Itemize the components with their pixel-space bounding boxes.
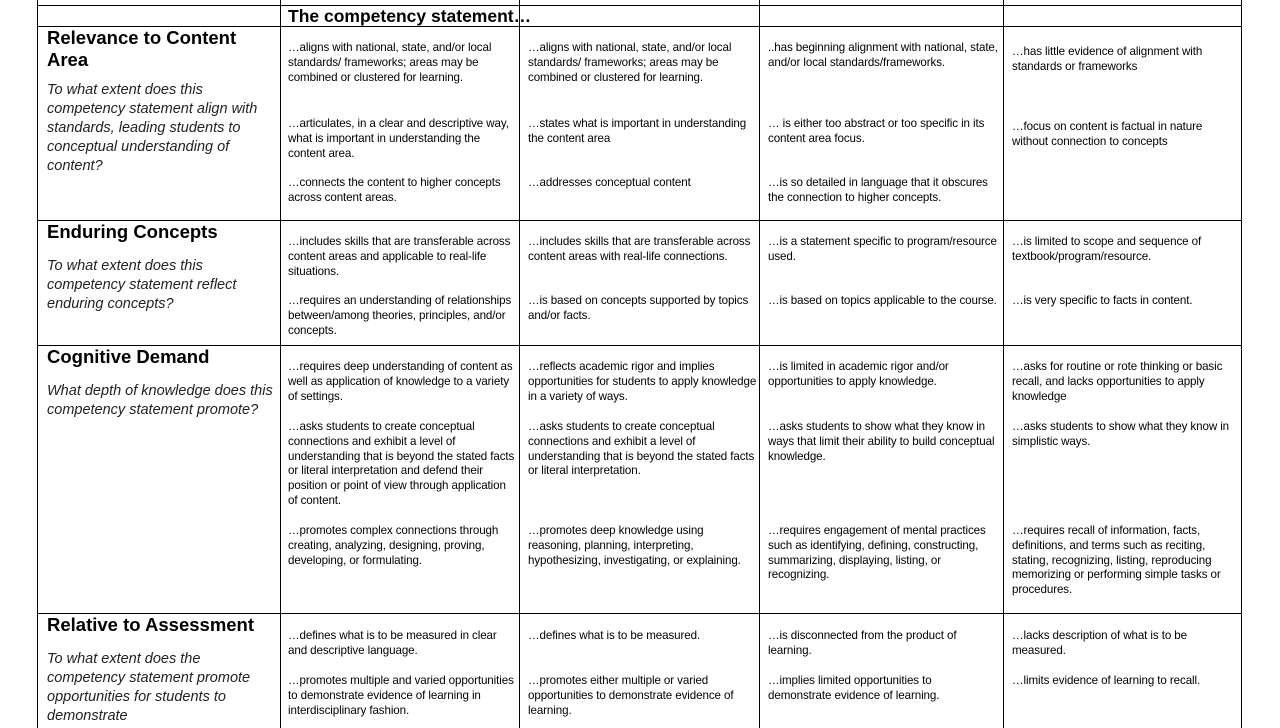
rubric-cell: …promotes deep knowledge using reasoning, planning, interpreting, hypothesizing, investigating, or explaining.: [528, 524, 741, 567]
row-question: What depth of knowledge does this competency statement promote?: [47, 383, 273, 418]
rubric-cell: … is either too abstract or too specific in its content area focus.: [768, 117, 985, 145]
rubric-cell: …promotes multiple and varied opportunities to demonstrate evidence of learning in interdisciplinary fashion.: [288, 674, 514, 717]
row-label-enduring: [47, 221, 275, 314]
row-divider: [37, 5, 1242, 6]
row-label-cognitive: [47, 346, 275, 420]
rubric-cell: …requires engagement of mental practices such as identifying, defining, constructing, summarizing, displaying, listing, or recognizing.: [768, 524, 986, 582]
rubric-cell: …is based on topics applicable to the course.: [768, 294, 997, 307]
rubric-cell: …states what is important in understanding the content area: [528, 117, 747, 145]
rubric-cell: …is limited in academic rigor and/or opportunities to apply knowledge.: [768, 360, 949, 388]
rubric-cell: …aligns with national, state, and/or local standards/ frameworks; areas may be combined or clustered for learning.: [288, 41, 492, 84]
rubric-cell: …asks students to create conceptual connections and exhibit a level of understanding that is beyond the stated facts or literal interpretation.: [528, 420, 755, 478]
table-border-right: [1241, 0, 1242, 728]
competency-statement-header: The competency statement…: [288, 6, 532, 26]
rubric-cell: …promotes either multiple or varied opportunities to demonstrate evidence of learning.: [528, 674, 734, 717]
column-divider: [280, 0, 281, 728]
rubric-cell: …defines what is to be measured in clear and descriptive language.: [288, 629, 497, 657]
rubric-cell: …asks students to show what they know in simplistic ways.: [1012, 420, 1230, 448]
table-border-left: [37, 0, 38, 728]
rubric-cell: …is disconnected from the product of learning.: [768, 629, 957, 657]
rubric-cell: …defines what is to be measured.: [528, 629, 701, 642]
rubric-cell: …requires recall of information, facts, definitions, and terms such as reciting, stating, recognizing, listing, reproducing memorizing or performing simple tasks or procedures.: [1012, 524, 1221, 597]
rubric-cell: …is a statement specific to program/resource used.: [768, 235, 997, 263]
row-title: Relative to Assessment: [47, 614, 255, 635]
row-title: Cognitive Demand: [47, 346, 210, 367]
rubric-cell: …has little evidence of alignment with standards or frameworks: [1012, 45, 1203, 73]
rubric-cell: …requires deep understanding of content as well as application of knowledge to a variety of settings.: [288, 360, 513, 403]
rubric-cell: …focus on content is factual in nature without connection to concepts: [1012, 120, 1203, 148]
row-title: Enduring Concepts: [47, 221, 218, 242]
rubric-cell: …aligns with national, state, and/or local standards/ frameworks; areas may be combined or clustered for learning.: [528, 41, 732, 84]
rubric-cell: …lacks description of what is to be measured.: [1012, 629, 1187, 657]
column-divider: [519, 0, 520, 728]
rubric-cell: …reflects academic rigor and implies opportunities for students to apply knowledge in a variety of ways.: [528, 360, 757, 403]
rubric-cell: …addresses conceptual content: [528, 176, 691, 189]
rubric-cell: ..has beginning alignment with national, state, and/or local standards/frameworks.: [768, 41, 998, 69]
rubric-cell: …asks students to show what they know in ways that limit their ability to build conceptual knowledge.: [768, 420, 995, 463]
row-label-relevance: [47, 27, 275, 176]
rubric-cell: …limits evidence of learning to recall.: [1012, 674, 1201, 687]
rubric-cell: …includes skills that are transferable across content areas with real-life connections.: [528, 235, 751, 263]
row-title: Relevance to Content Area: [47, 27, 237, 70]
rubric-cell: …is based on concepts supported by topics and/or facts.: [528, 294, 749, 322]
rubric-cell: …asks students to create conceptual connections and exhibit a level of understanding that is beyond the stated facts or literal interpretation and defend their position or point of view through application of content.: [288, 420, 515, 507]
row-question: To what extent does the competency statement promote opportunities for students to demonstrate: [47, 651, 251, 724]
rubric-cell: …implies limited opportunities to demonstrate evidence of learning.: [768, 674, 940, 702]
rubric-cell: …is very specific to facts in content.: [1012, 294, 1193, 307]
row-label-assessment: [47, 614, 275, 726]
rubric-cell: …is limited to scope and sequence of textbook/program/resource.: [1012, 235, 1202, 263]
rubric-cell: …requires an understanding of relationships between/among theories, principles, and/or concepts.: [288, 294, 512, 337]
rubric-cell: …is so detailed in language that it obscures the connection to higher concepts.: [768, 176, 988, 204]
rubric-cell: …promotes complex connections through creating, analyzing, designing, proving, developing, or formulating.: [288, 524, 499, 567]
row-question: To what extent does this competency statement reflect enduring concepts?: [47, 258, 237, 312]
rubric-cell: …connects the content to higher concepts across content areas.: [288, 176, 501, 204]
rubric-cell: …includes skills that are transferable across content areas and applicable to real-life situations.: [288, 235, 511, 278]
rubric-cell: …articulates, in a clear and descriptive way, what is important in understanding the content area.: [288, 117, 509, 160]
row-question: To what extent does this competency statement align with standards, leading students to conceptual understanding of content?: [47, 82, 258, 174]
rubric-table: [37, 0, 1242, 728]
column-divider: [1003, 0, 1004, 728]
rubric-cell: …asks for routine or rote thinking or basic recall, and lacks opportunities to apply knowledge: [1012, 360, 1223, 403]
column-divider: [759, 0, 760, 728]
